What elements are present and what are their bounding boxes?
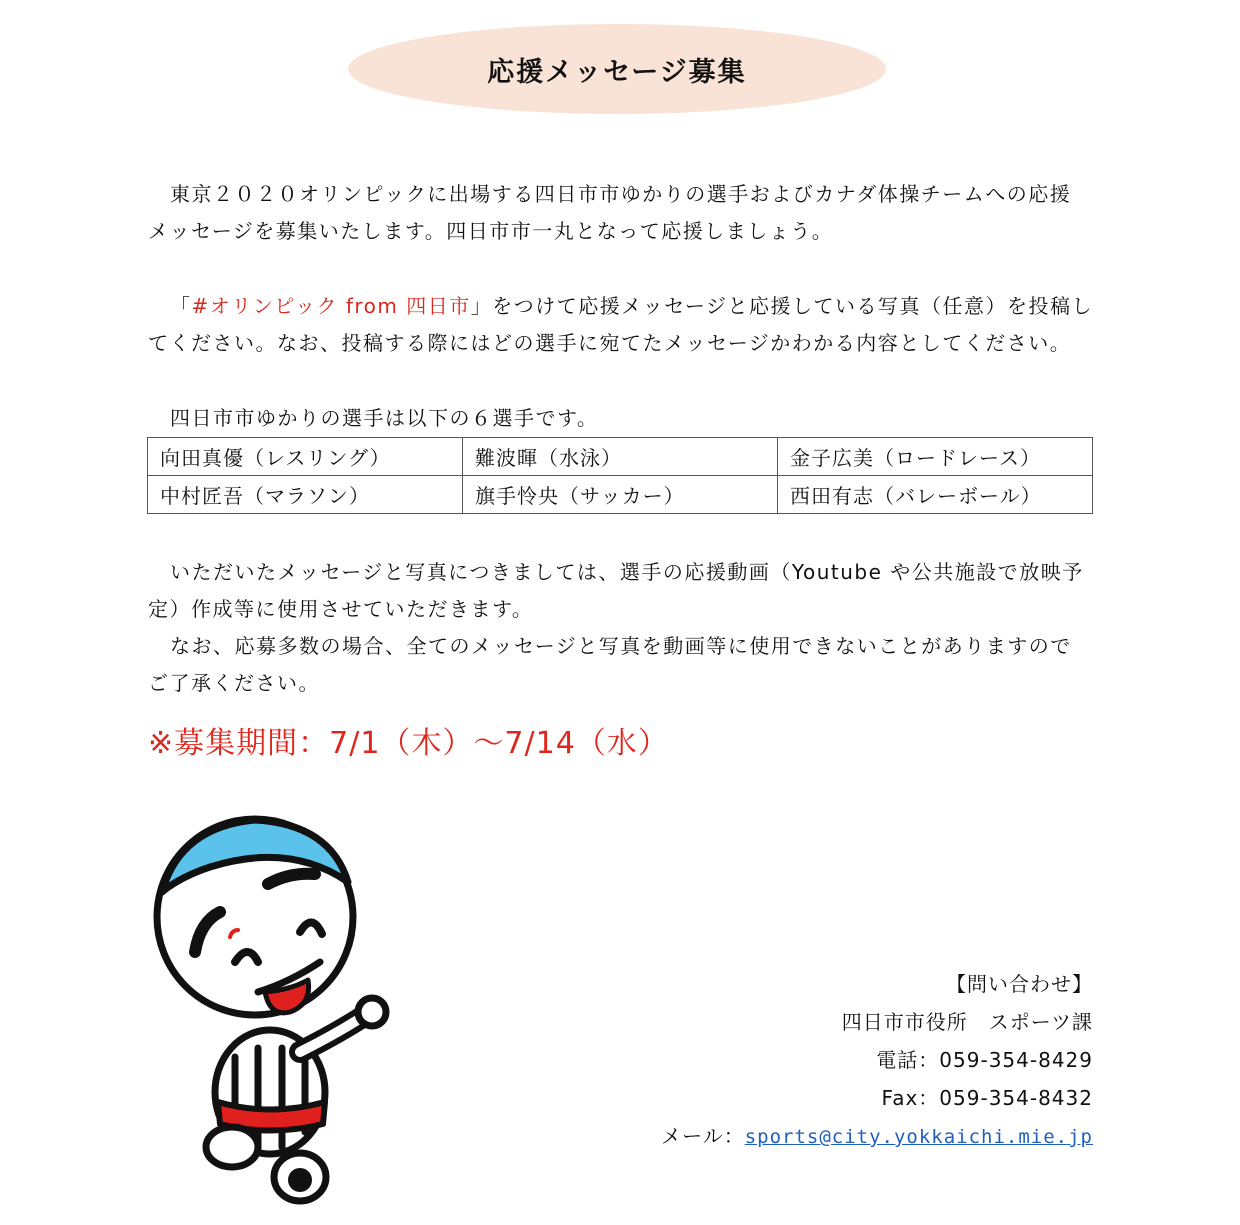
players-intro: 四日市市ゆかりの選手は以下の６選手です。 (170, 406, 599, 430)
email-link[interactable]: sports@city.yokkaichi.mie.jp (744, 1126, 1093, 1148)
mail-label: メール： (661, 1124, 745, 1148)
table-row (148, 438, 1093, 476)
player-cell: 西田有志（バレーボール） (778, 476, 1093, 514)
mascot-illustration (140, 812, 400, 1212)
contact-tel: 電話：059-354-8429 (876, 1048, 1093, 1072)
intro-line-2: メッセージを募集いたします。四日市市一丸となって応援しましょう。 (148, 219, 834, 243)
hashtag-line-2: てください。なお、投稿する際にはどの選手に宛てたメッセージかわかる内容としてください。 (148, 331, 1072, 355)
contact-heading: 【問い合わせ】 (946, 972, 1093, 996)
recruitment-period: ※募集期間：7/1（木）～7/14（水） (148, 726, 669, 761)
player-cell: 難波暉（水泳） (463, 438, 778, 476)
player-cell: 向田真優（レスリング） (148, 438, 463, 476)
hashtag-paragraph: 「#オリンピック from 四日市」をつけて応援メッセージと応援している写真（任意）を投稿し てください。なお、投稿する際にはどの選手に宛てたメッセージかわかる内容としてください。 (148, 288, 1094, 362)
usage-paragraph: いただいたメッセージと写真につきましては、選手の応援動画（Youtube や公共施設で放映予 定）作成等に使用させていただきます。 なお、応募多数の場合、全てのメッセージと写真を動画等に使用できないことがありますので ご了承ください。 (148, 560, 1084, 695)
table-row (148, 476, 1093, 514)
intro-paragraph (148, 176, 1094, 250)
intro-line-1: 東京２０２０オリンピックに出場する四日市市ゆかりの選手およびカナダ体操チームへの応援 (170, 182, 1072, 206)
player-cell: 旗手怜央（サッカー） (463, 476, 778, 514)
hashtag-text: #オリンピック from 四日市 (191, 294, 471, 318)
player-cell: 中村匠吾（マラソン） (148, 476, 463, 514)
players-table (147, 437, 1093, 514)
contact-mail-row (661, 1117, 1093, 1156)
contact-office: 四日市市役所 スポーツ課 (841, 1010, 1093, 1034)
page-title: 応援メッセージ募集 (487, 56, 747, 88)
contact-fax: Fax：059-354-8432 (881, 1086, 1093, 1110)
player-cell: 金子広美（ロードレース） (778, 438, 1093, 476)
contact-info (661, 965, 1093, 1156)
